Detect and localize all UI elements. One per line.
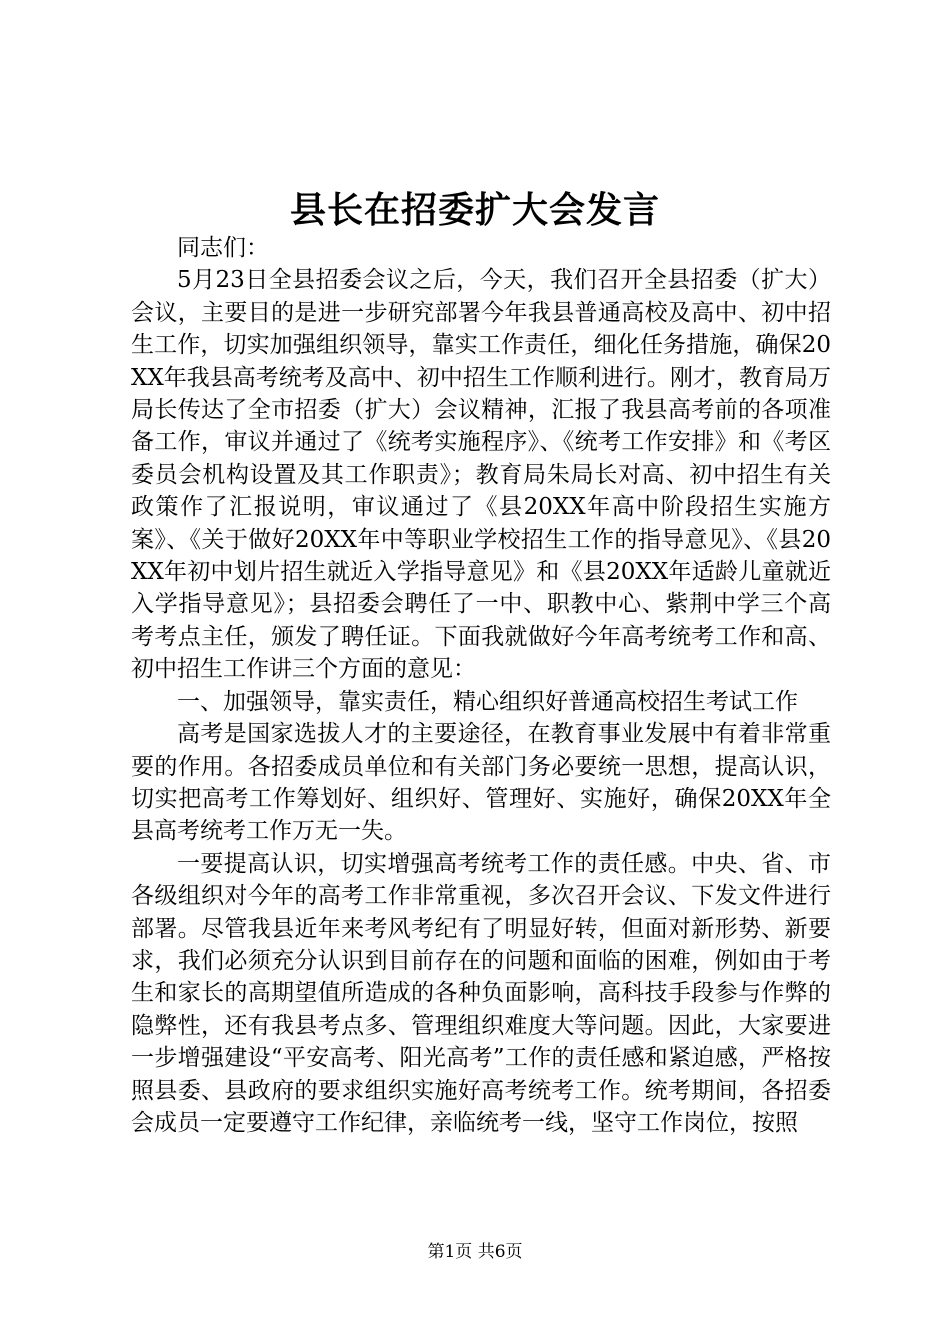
- body-paragraph: 一要提高认识，切实增强高考统考工作的责任感。中央、省、市各级组织对今年的高考工作非常重视，多次召开会议、下发文件进行部署。尽管我县近年来考风考纪有了明显好转，但面对新形势、新要求，我们必须充分认识到目前存在的问题和面临的困难，例如由于考生和家长的高期望值所造成的各种负面影响，高科技手段参与作弊的隐弊性，还有我县考点多、管理组织难度大等问题。因此，大家要进一步增强建设“平安高考、阳光高考”工作的责任感和紧迫感，严格按照县委、县政府的要求组织实施好高考统考工作。统考期间，各招委会成员一定要遵守工作纪律，亲临统考一线，坚守工作岗位，按照: [131, 850, 831, 1136]
- page-footer: 第1页 共6页: [427, 1242, 523, 1262]
- body-paragraph: 高考是国家选拔人才的主要途径，在教育事业发展中有着非常重要的作用。各招委成员单位和有关部门务必要统一思想，提高认识，切实把高考工作筹划好、组织好、管理好、实施好，确保20XX年全县高考统考工作万无一失。: [131, 721, 831, 845]
- section-heading-1: 一、加强领导，靠实责任，精心组织好普通高校招生考试工作: [177, 688, 798, 715]
- document-body: [131, 232, 831, 1139]
- document-title: 县长在招委扩大会发言: [289, 189, 660, 231]
- salutation-paragraph: 同志们：: [177, 235, 269, 261]
- intro-paragraph: 5月23日全县招委会议之后，今天，我们召开全县招委（扩大）会议，主要目的是进一步研究部署今年我县普通高校及高中、初中招生工作，切实加强组织领导，靠实工作责任，细化任务措施，确保20XX年我县高考统考及高中、初中招生工作顺利进行。刚才，教育局万局长传达了全市招委（扩大）会议精神，汇报了我县高考前的各项准备工作，审议并通过了《统考实施程序》、《统考工作安排》和《考区委员会机构设置及其工作职责》；教育局朱局长对高、初中招生有关政策作了汇报说明，审议通过了《县20XX年高中阶段招生实施方案》、《关于做好20XX年中等职业学校招生工作的指导意见》、《县20XX年初中划片招生就近入学指导意见》和《县20XX年适龄儿童就近入学指导意见》；县招委会聘任了一中、职教中心、紫荆中学三个高考考点主任，颁发了聘任证。下面我就做好今年高考统考工作和高、初中招生工作讲三个方面的意见：: [131, 267, 831, 683]
